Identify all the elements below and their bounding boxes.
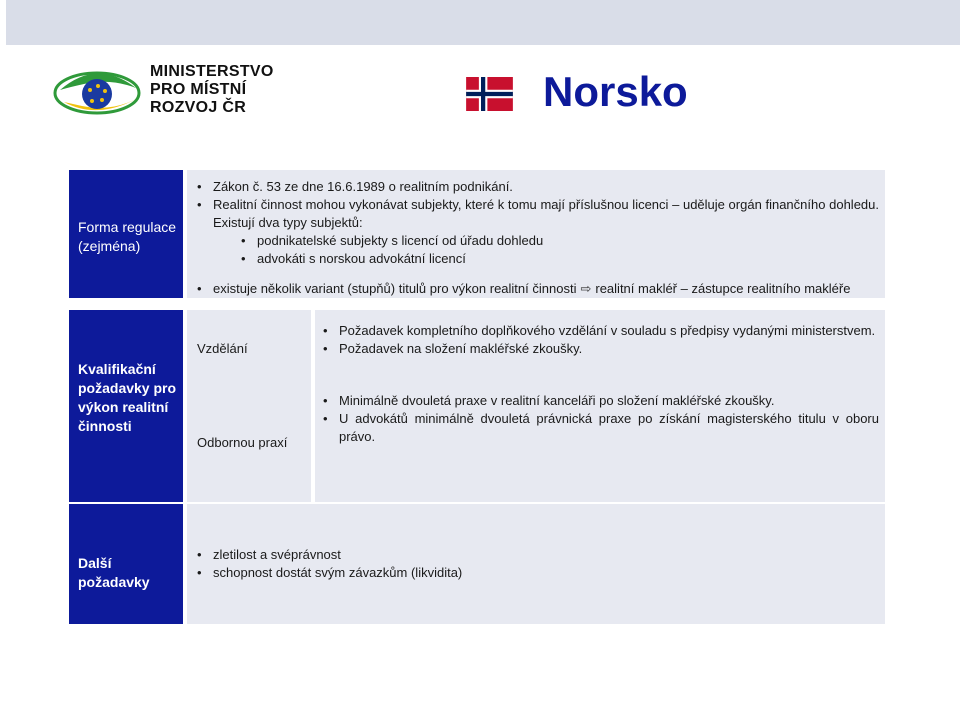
list-item: • Požadavek kompletního doplňkového vzdělání v souladu s předpisy vydanými ministerstvem. [323,322,879,340]
list-item: • Realitní činnost mohou vykonávat subjekty, které k tomu mají příslušnou licenci – uděluje orgán finančního dohledu. Existují dva typy subjektů: [197,196,879,232]
dalsi-pozadavky-content [187,504,885,624]
list-item: • Zákon č. 53 ze dne 16.6.1989 o realitním podnikání. [197,178,879,196]
list-item: • existuje několik variant (stupňů) titulů pro výkon realitní činnosti ⇨ realitní makléř – zástupce realitního makléře [197,280,879,298]
list-item: • U advokátů minimálně dvouletá právnická praxe po získání magisterského titulu v oboru právo. [323,410,879,446]
ministry-name: MINISTERSTVO PRO MÍSTNÍ ROZVOJ ČR [150,63,274,116]
kvalifikace-content [315,310,885,502]
label-forma-regulace: Forma regulace (zejména) [69,170,183,298]
forma-regulace-content [187,170,885,298]
label-dalsi-pozadavky: Další požadavky [69,504,183,624]
list-item: • schopnost dostát svým závazkům (likvidita) [197,564,879,582]
list-item: • advokáti s norskou advokátní licencí [241,250,879,268]
norway-flag-icon [466,77,513,111]
sublabel-vzdelani: Vzdělání Odbornou praxí [187,310,311,502]
list-item: • Požadavek na složení makléřské zkoušky. [323,340,879,358]
list-item: • podnikatelské subjekty s licencí od úřadu dohledu [241,232,879,250]
list-item: • zletilost a svéprávnost [197,546,879,564]
arrow-right-icon: ⇨ [580,281,592,296]
page-title: Norsko [543,68,688,115]
list-item: • Minimálně dvouletá praxe v realitní kanceláři po složení makléřské zkoušky. [323,392,879,410]
label-kvalifikacni-pozadavky: Kvalifikační požadavky pro výkon realitní činnosti [69,310,183,502]
header-bar [6,0,960,45]
